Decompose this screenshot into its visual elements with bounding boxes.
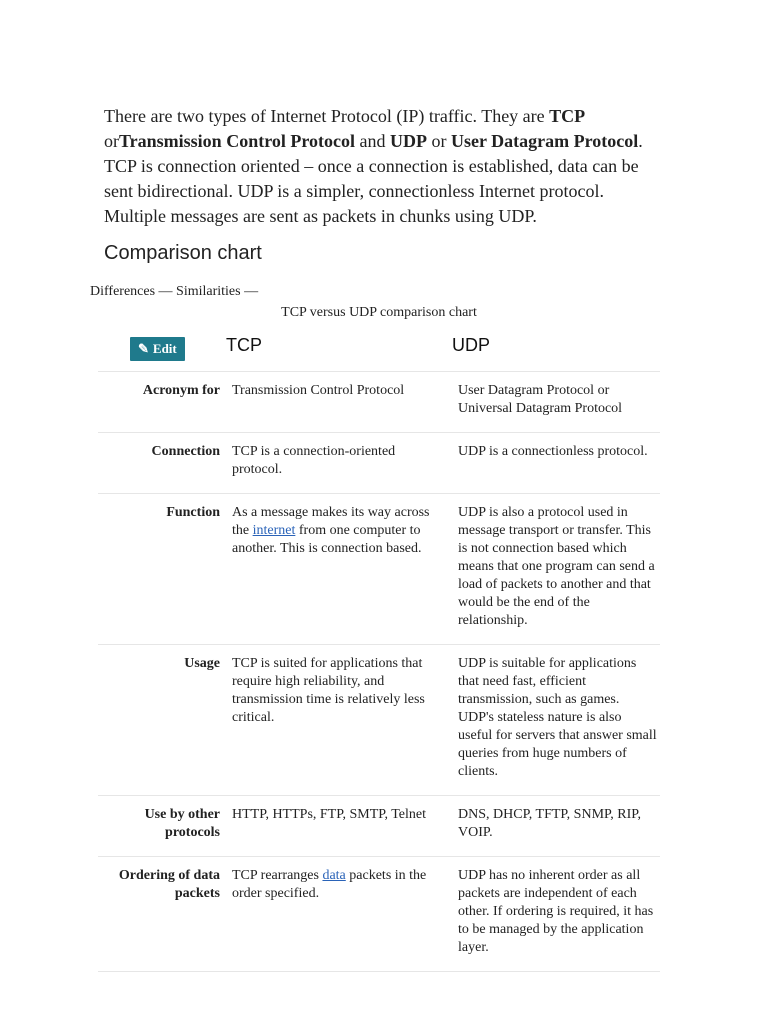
intro-udp: UDP [390, 131, 428, 151]
row-label: Use by other protocols [144, 807, 220, 840]
subnav-separator: — [240, 284, 259, 299]
table-header-row [98, 326, 660, 372]
intro-or-1: or [104, 131, 119, 151]
column-header-udp: UDP [452, 326, 660, 372]
udp-cell: UDP has no inherent order as all packets are independent of each other. If ordering is required, it has to be managed by the application layer. [458, 868, 654, 955]
tcp-cell: Transmission Control Protocol [232, 383, 405, 398]
intro-text-1: There are two types of Internet Protocol (IP) traffic. They are [104, 106, 550, 126]
table-row [98, 433, 660, 494]
tcp-cell: HTTP, HTTPs, FTP, SMTP, Telnet [232, 807, 427, 822]
table-row [98, 796, 660, 857]
intro-text-2: . TCP is connection oriented – once a connection is established, data can be sent bidirectional. UDP is a simpler, connectionless Internet protocol. Multiple messages are sent as packets in chunks using UDP. [104, 131, 643, 226]
comparison-table [98, 326, 660, 972]
table-row [98, 857, 660, 972]
row-label: Connection [151, 444, 220, 459]
intro-udp-full: User Datagram Protocol [451, 131, 639, 151]
row-label: Ordering of data packets [118, 868, 220, 901]
tcp-cell-text: TCP rearranges [232, 868, 323, 883]
internet-link[interactable]: internet [252, 523, 296, 538]
subnav-differences[interactable]: Differences [90, 284, 156, 299]
udp-cell: DNS, DHCP, TFTP, SNMP, RIP, VOIP. [458, 807, 641, 840]
udp-cell: User Datagram Protocol or Universal Datagram Protocol [458, 383, 623, 416]
row-label: Function [166, 505, 220, 520]
table-row [98, 372, 660, 433]
subnav-similarities[interactable]: Similarities [176, 284, 241, 299]
udp-cell: UDP is also a protocol used in message transport or transfer. This is not connection based which means that one program can send a load of packets to another and that would be the end of the relationship. [458, 505, 655, 628]
table-row [98, 494, 660, 645]
row-label: Usage [184, 656, 220, 671]
tcp-cell [226, 857, 452, 972]
intro-paragraph [104, 104, 664, 229]
tcp-cell [226, 494, 452, 645]
udp-cell: UDP is suitable for applications that need fast, efficient transmission, such as games. UDP's stateless nature is also useful for servers that answer small queries from huge numbers of clients. [458, 656, 657, 779]
subnav-separator: — [155, 284, 177, 299]
subnav [90, 284, 258, 300]
edit-cell [98, 326, 226, 372]
section-heading: Comparison chart [104, 242, 262, 264]
edit-pencil-icon: ✎ [138, 341, 149, 356]
tcp-cell-text: packets in the order specified. [232, 868, 427, 901]
tcp-cell: TCP is a connection-oriented protocol. [232, 444, 396, 477]
intro-or-2: or [427, 131, 452, 151]
column-header-tcp: TCP [226, 326, 452, 372]
udp-cell: UDP is a connectionless protocol. [458, 444, 648, 459]
table-row [98, 645, 660, 796]
table-caption: TCP versus UDP comparison chart [281, 305, 477, 320]
tcp-cell: TCP is suited for applications that require high reliability, and transmission time is relatively less critical. [232, 656, 425, 725]
intro-tcp: TCP [549, 106, 586, 126]
edit-button-label: Edit [152, 341, 177, 356]
edit-button[interactable] [130, 337, 185, 361]
tcp-cell-text: from one computer to another. This is connection based. [232, 523, 422, 556]
intro-and: and [355, 131, 391, 151]
tcp-cell-text: As a message makes its way across the [232, 505, 430, 538]
data-link[interactable]: data [322, 868, 346, 883]
row-label: Acronym for [142, 383, 220, 398]
intro-tcp-full: Transmission Control Protocol [119, 131, 356, 151]
